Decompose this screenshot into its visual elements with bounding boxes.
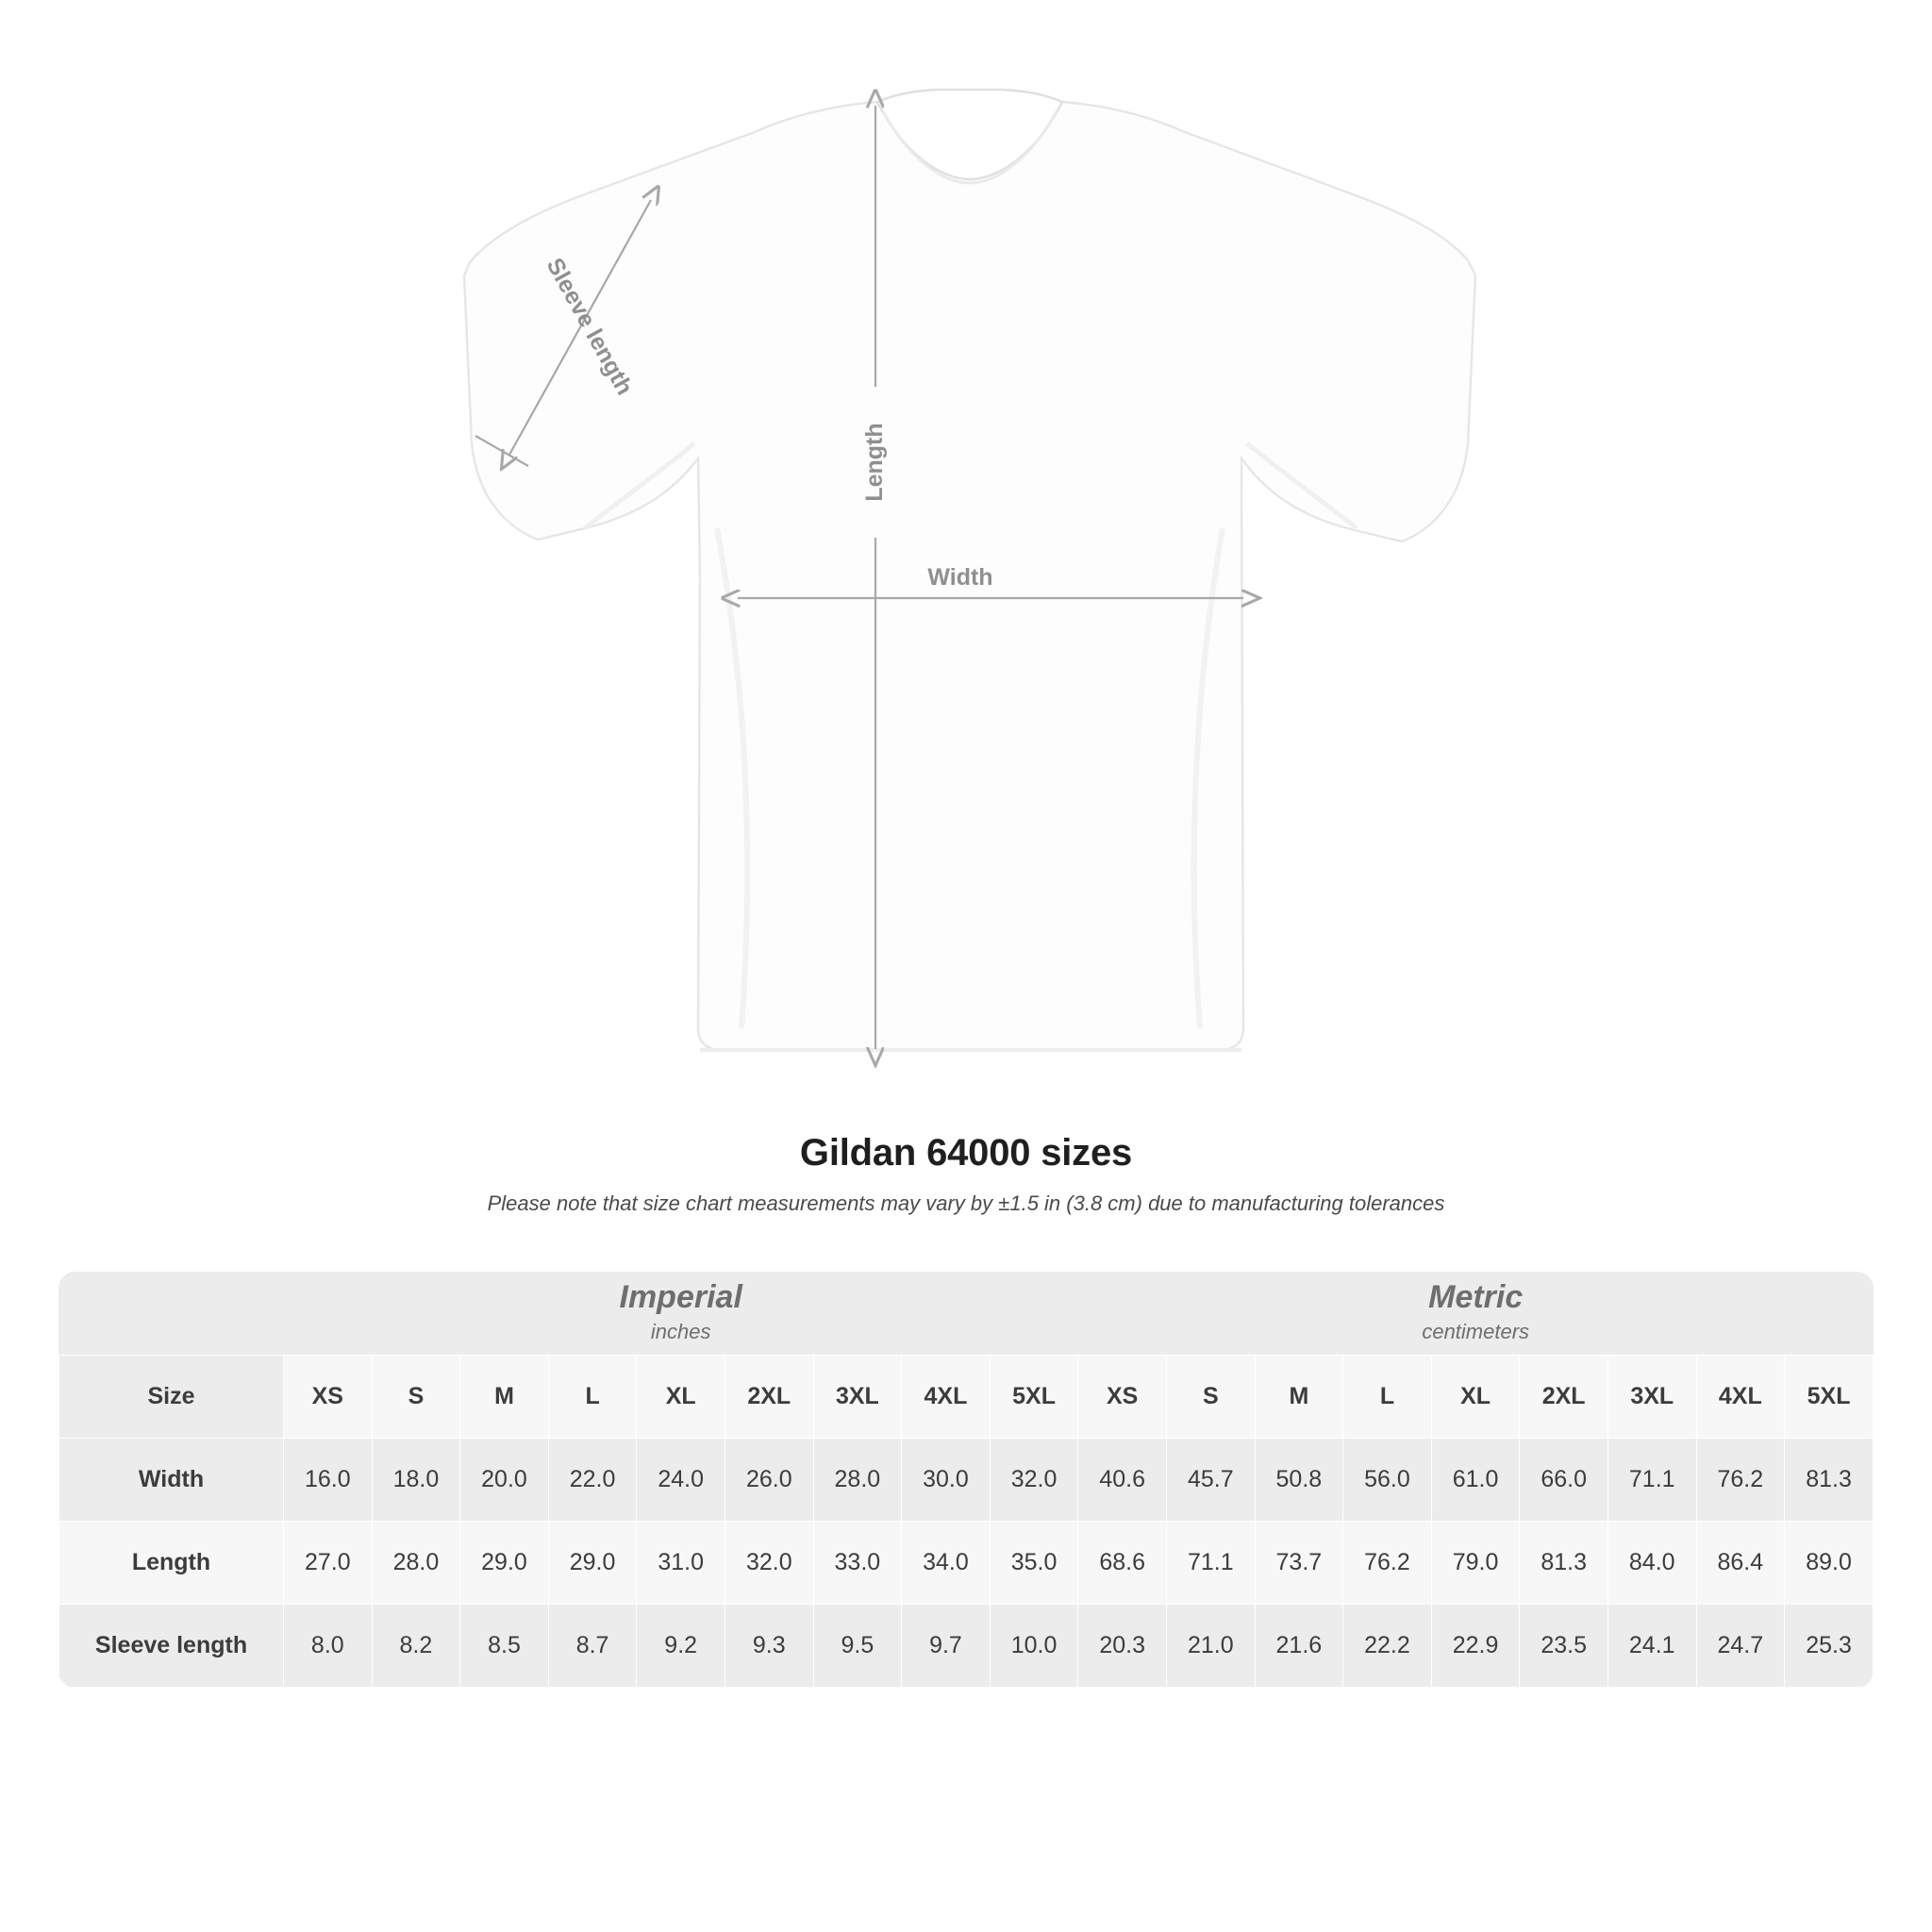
table-row (59, 1438, 1874, 1521)
cell-sleeve-7: 9.7 (902, 1604, 991, 1687)
cell-length-3: 29.0 (548, 1521, 637, 1604)
size-header-row (59, 1355, 1874, 1438)
unit-group-imperial-name: Imperial (619, 1278, 742, 1315)
cell-sleeve-0: 8.0 (284, 1604, 373, 1687)
size-header-s-met: S (1166, 1355, 1255, 1438)
cell-sleeve-8: 10.0 (990, 1604, 1078, 1687)
cell-width-12: 56.0 (1343, 1438, 1432, 1521)
size-header-4xl-imp: 4XL (902, 1355, 991, 1438)
cell-length-12: 76.2 (1343, 1521, 1432, 1604)
table-corner-blank (59, 1272, 284, 1355)
unit-group-imperial (284, 1272, 1078, 1355)
length-label: Length (861, 423, 888, 502)
size-header-3xl-met: 3XL (1607, 1355, 1696, 1438)
cell-sleeve-5: 9.3 (724, 1604, 813, 1687)
row-label-width: Width (59, 1438, 284, 1521)
size-header-4xl-met: 4XL (1696, 1355, 1785, 1438)
cell-sleeve-17: 25.3 (1785, 1604, 1874, 1687)
cell-length-13: 79.0 (1431, 1521, 1520, 1604)
size-header-xs-met: XS (1078, 1355, 1167, 1438)
cell-length-17: 89.0 (1785, 1521, 1874, 1604)
size-header-s-imp: S (372, 1355, 460, 1438)
cell-length-2: 29.0 (460, 1521, 549, 1604)
size-row-label: Size (59, 1355, 284, 1438)
cell-sleeve-9: 20.3 (1078, 1604, 1167, 1687)
table-row (59, 1604, 1874, 1687)
cell-length-7: 34.0 (902, 1521, 991, 1604)
tolerance-note: Please note that size chart measurements may vary by ±1.5 in (3.8 cm) due to manufacturing tolerances (487, 1191, 1445, 1215)
cell-width-16: 76.2 (1696, 1438, 1785, 1521)
title-block (0, 1132, 1932, 1216)
size-header-xs-imp: XS (284, 1355, 373, 1438)
cell-width-15: 71.1 (1607, 1438, 1696, 1521)
cell-width-3: 22.0 (548, 1438, 637, 1521)
cell-length-16: 86.4 (1696, 1521, 1785, 1604)
cell-length-6: 33.0 (813, 1521, 902, 1604)
size-header-xl-imp: XL (637, 1355, 725, 1438)
cell-sleeve-15: 24.1 (1607, 1604, 1696, 1687)
size-header-5xl-imp: 5XL (990, 1355, 1078, 1438)
table-row (59, 1521, 1874, 1604)
cell-width-11: 50.8 (1255, 1438, 1343, 1521)
cell-length-14: 81.3 (1520, 1521, 1608, 1604)
size-header-3xl-imp: 3XL (813, 1355, 902, 1438)
cell-sleeve-3: 8.7 (548, 1604, 637, 1687)
cell-width-10: 45.7 (1166, 1438, 1255, 1521)
cell-width-17: 81.3 (1785, 1438, 1874, 1521)
cell-length-4: 31.0 (637, 1521, 725, 1604)
cell-sleeve-4: 9.2 (637, 1604, 725, 1687)
cell-sleeve-13: 22.9 (1431, 1604, 1520, 1687)
size-header-2xl-met: 2XL (1520, 1355, 1608, 1438)
cell-sleeve-2: 8.5 (460, 1604, 549, 1687)
cell-width-13: 61.0 (1431, 1438, 1520, 1521)
cell-sleeve-14: 23.5 (1520, 1604, 1608, 1687)
cell-width-4: 24.0 (637, 1438, 725, 1521)
unit-group-imperial-units: inches (650, 1319, 711, 1343)
size-header-2xl-imp: 2XL (724, 1355, 813, 1438)
cell-length-5: 32.0 (724, 1521, 813, 1604)
unit-header-row (59, 1272, 1874, 1355)
cell-length-8: 35.0 (990, 1521, 1078, 1604)
size-header-l-met: L (1343, 1355, 1432, 1438)
size-header-xl-met: XL (1431, 1355, 1520, 1438)
cell-width-8: 32.0 (990, 1438, 1078, 1521)
cell-length-10: 71.1 (1166, 1521, 1255, 1604)
cell-length-15: 84.0 (1607, 1521, 1696, 1604)
cell-length-11: 73.7 (1255, 1521, 1343, 1604)
cell-length-0: 27.0 (284, 1521, 373, 1604)
cell-width-5: 26.0 (724, 1438, 813, 1521)
unit-group-metric-name: Metric (1428, 1278, 1524, 1315)
unit-group-metric (1078, 1272, 1874, 1355)
cell-width-0: 16.0 (284, 1438, 373, 1521)
unit-group-metric-units: centimeters (1422, 1319, 1530, 1343)
page-title: Gildan 64000 sizes (799, 1132, 1133, 1174)
size-header-m-imp: M (460, 1355, 549, 1438)
cell-sleeve-6: 9.5 (813, 1604, 902, 1687)
size-header-l-imp: L (548, 1355, 637, 1438)
cell-sleeve-11: 21.6 (1255, 1604, 1343, 1687)
cell-sleeve-10: 21.0 (1166, 1604, 1255, 1687)
cell-sleeve-1: 8.2 (372, 1604, 460, 1687)
size-table (58, 1272, 1874, 1688)
cell-width-2: 20.0 (460, 1438, 549, 1521)
row-label-sleeve-length: Sleeve length (59, 1604, 284, 1687)
cell-width-6: 28.0 (813, 1438, 902, 1521)
size-header-m-met: M (1255, 1355, 1343, 1438)
sleeve-length-label: Sleeve length (541, 253, 639, 400)
cell-sleeve-16: 24.7 (1696, 1604, 1785, 1687)
cell-width-7: 30.0 (902, 1438, 991, 1521)
size-header-5xl-met: 5XL (1785, 1355, 1874, 1438)
width-label: Width (927, 564, 993, 591)
cell-width-1: 18.0 (372, 1438, 460, 1521)
size-table-container (58, 1272, 1874, 1688)
cell-width-14: 66.0 (1520, 1438, 1608, 1521)
cell-width-9: 40.6 (1078, 1438, 1167, 1521)
cell-sleeve-12: 22.2 (1343, 1604, 1432, 1687)
cell-length-9: 68.6 (1078, 1521, 1167, 1604)
row-label-length: Length (59, 1521, 284, 1604)
cell-length-1: 28.0 (372, 1521, 460, 1604)
